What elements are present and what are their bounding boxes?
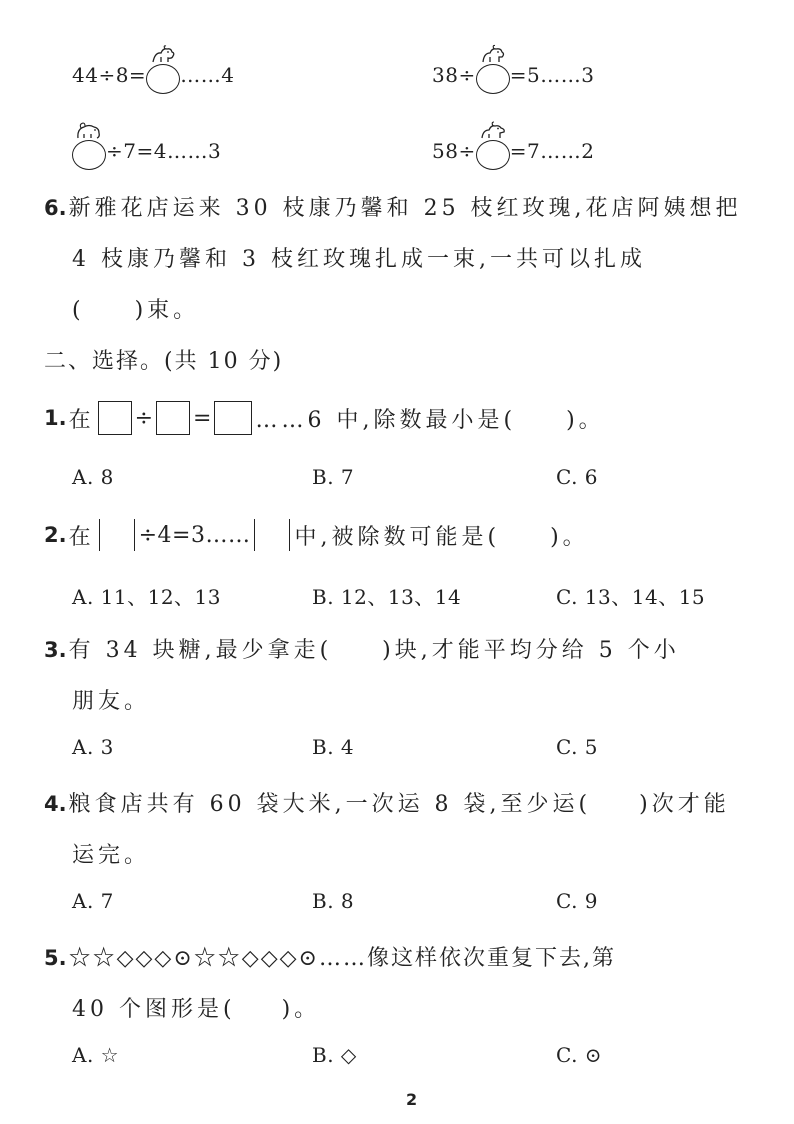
q3-option-a[interactable]: A. 3 xyxy=(72,735,114,759)
q1-eq-sign: = xyxy=(193,405,212,431)
answer-circle[interactable] xyxy=(146,58,180,92)
dividend-box[interactable] xyxy=(98,401,132,435)
q4-option-a[interactable]: A. 7 xyxy=(72,889,114,913)
q1-option-a[interactable]: A. 8 xyxy=(72,465,114,489)
q1-option-c[interactable]: C. 6 xyxy=(556,465,599,489)
choice-question-5-line-1 xyxy=(44,941,616,972)
question-number: 1. xyxy=(44,406,67,430)
q5-text-pre: 40 个图形是( xyxy=(72,997,236,1022)
equation-4-post: =7……2 xyxy=(509,139,595,163)
dog-icon xyxy=(479,44,507,66)
q5-option-a[interactable]: A. ☆ xyxy=(72,1043,120,1067)
question-number: 4. xyxy=(44,792,67,816)
section-2-title: 二、选择。(共 10 分) xyxy=(44,349,284,374)
choice-question-3-line-1 xyxy=(44,633,680,664)
paren-open: ( xyxy=(72,298,85,323)
question-6-line-2 xyxy=(72,242,646,273)
q4-option-b[interactable]: B. 8 xyxy=(312,889,355,913)
q1-close: )。 xyxy=(566,407,605,433)
equation-4 xyxy=(432,134,594,168)
choice-question-4-line-1 xyxy=(44,787,730,818)
question-6-line-1 xyxy=(44,191,742,222)
question-6-text-1: 新雅花店运来 30 枝康乃馨和 25 枝红玫瑰,花店阿姨想把 xyxy=(68,196,742,221)
q4-option-c[interactable]: C. 9 xyxy=(556,889,599,913)
equation-2 xyxy=(432,58,594,92)
dividend-box[interactable] xyxy=(99,519,135,551)
choice-question-5-line-2 xyxy=(72,992,320,1023)
equation-1-post: ……4 xyxy=(180,63,235,87)
q1-post: ……6 中,除数最小是( xyxy=(255,407,517,433)
dog-icon xyxy=(149,44,177,66)
choice-question-2 xyxy=(44,519,589,551)
q2-close: )。 xyxy=(550,524,589,550)
q4-text-post: )次才能 xyxy=(639,792,730,817)
question-number: 5. xyxy=(44,946,67,970)
q2-option-a[interactable]: A. 11、12、13 xyxy=(72,585,222,609)
equation-4-pre: 58÷ xyxy=(432,139,476,163)
q3-option-c[interactable]: C. 5 xyxy=(556,735,599,759)
q3-text-pre: 有 34 块糖,最少拿走( xyxy=(68,638,333,663)
question-6-tail: )束。 xyxy=(134,298,200,323)
page-number: 2 xyxy=(406,1090,418,1109)
answer-circle[interactable] xyxy=(476,134,510,168)
dog-icon xyxy=(479,120,507,142)
remainder-box[interactable] xyxy=(254,519,290,551)
q5-option-b[interactable]: B. ◇ xyxy=(312,1043,357,1067)
question-number: 6. xyxy=(44,196,67,220)
q1-pre: 在 xyxy=(68,407,95,433)
quotient-box[interactable] xyxy=(214,401,252,435)
q3-text-post: )块,才能平均分给 5 个小 xyxy=(382,638,680,663)
equation-2-post: =5……3 xyxy=(509,63,595,87)
elephant-icon xyxy=(75,120,103,142)
q3-option-b[interactable]: B. 4 xyxy=(312,735,355,759)
q2-pre: 在 xyxy=(68,524,95,550)
q4-line-2: 运完。 xyxy=(72,843,151,868)
q1-div-sign: ÷ xyxy=(134,405,154,431)
equation-3-post: ÷7=4……3 xyxy=(106,139,222,163)
equation-2-pre: 38÷ xyxy=(432,63,476,87)
equation-1 xyxy=(72,58,234,92)
q5-option-c[interactable]: C. ⊙ xyxy=(556,1043,603,1067)
q1-option-b[interactable]: B. 7 xyxy=(312,465,355,489)
answer-circle[interactable] xyxy=(72,134,106,168)
equation-1-pre: 44÷8= xyxy=(72,63,147,87)
q4-text-pre: 粮食店共有 60 袋大米,一次运 8 袋,至少运( xyxy=(68,792,592,817)
question-6-line-3 xyxy=(72,293,199,324)
choice-question-1 xyxy=(44,401,605,435)
equation-3 xyxy=(72,134,221,168)
q2-option-b[interactable]: B. 12、13、14 xyxy=(312,585,462,609)
q3-line-2: 朋友。 xyxy=(72,689,151,714)
q2-post: 中,被除数可能是( xyxy=(294,524,501,550)
q2-option-c[interactable]: C. 13、14、15 xyxy=(556,585,706,609)
question-number: 2. xyxy=(44,523,67,547)
q5-text-1: ☆☆◇◇◇⊙☆☆◇◇◇⊙……像这样依次重复下去,第 xyxy=(68,946,616,971)
q5-text-post: )。 xyxy=(281,997,321,1022)
question-6-text-2: 4 枝康乃馨和 3 枝红玫瑰扎成一束,一共可以扎成 xyxy=(72,247,646,272)
question-number: 3. xyxy=(44,638,67,662)
q2-mid: ÷4=3…… xyxy=(138,522,251,548)
answer-circle[interactable] xyxy=(476,58,510,92)
divisor-box[interactable] xyxy=(156,401,190,435)
